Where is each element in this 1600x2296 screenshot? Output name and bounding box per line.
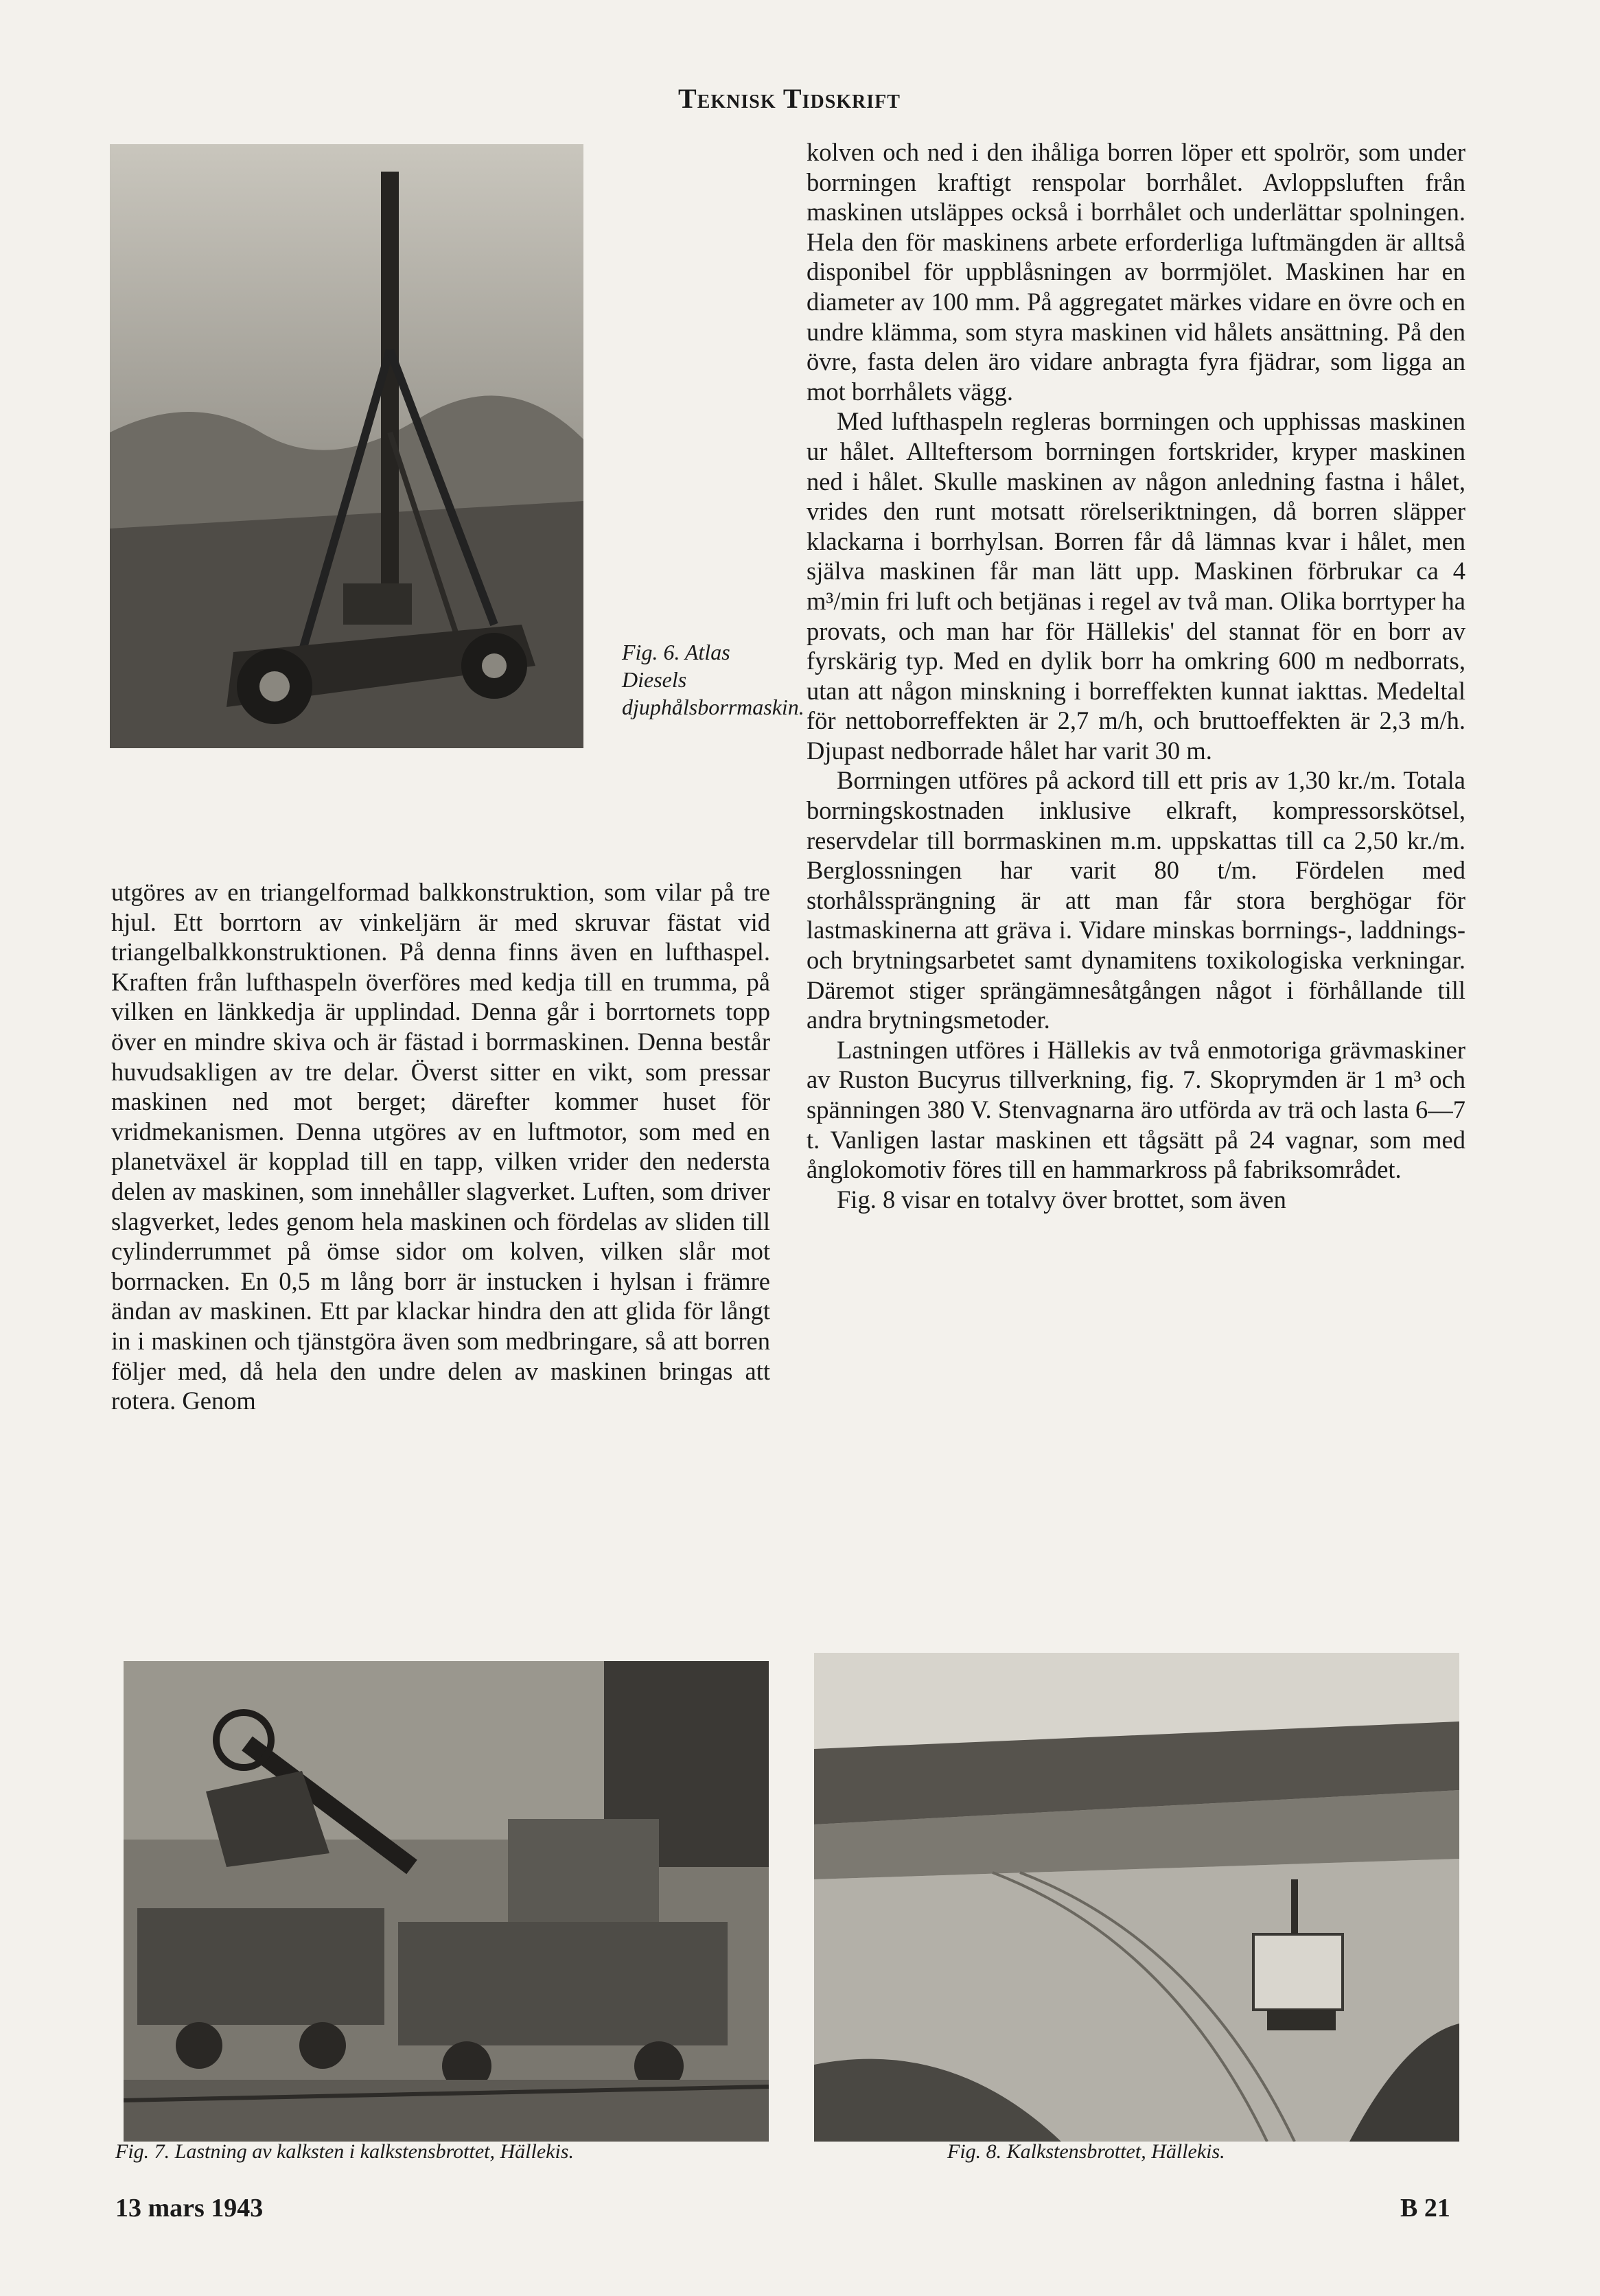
journal-title: Teknisk Tidskrift [678, 83, 901, 114]
fig7-caption: Fig. 7. Lastning av kalksten i kalkstensbrottet, Hällekis. [115, 2140, 574, 2163]
fig6-caption: Fig. 6. Atlas Diesels djuphålsborrmaskin. [622, 640, 804, 719]
right-paragraph: Med lufthaspeln regleras borrningen och upphissas maskinen ur hålet. Allteftersom borrningen fortskrider, kryper maskinen ned i hålet. Skulle maskinen av någon anledning fastna i hålet, vrides den runt motsatt rörelseriktningen, då borren släpper klackarna i borrhylsan. Borren får då lämnas kvar i hålet, men själva maskinen får man lätt upp. Maskinen förbrukar ca 4 m³/min fri luft och betjänas i regel av två man. Olika borrtyper ha provats, och man har för Hällekis' del stannat för en borr av fyrskärig typ. Med en dylik borr ha omkring 600 m nedborrats, utan att någon minskning i borreffekten kunnat iakttas. Medeltal för nettoborreffekten är 2,7 m/h, och bruttoeffekten är 2,3 m/h. Djupast nedborrade hålet har varit 30 m. [807, 407, 1465, 765]
issue-date: 13 mars 1943 [115, 2194, 264, 2223]
right-paragraph: kolven och ned i den ihåliga borren löper ett spolrör, som under borrningen kraftigt renspolar borrhålet. Avloppsluften från maskinen utsläppes också i borrhålet och underlättar spolningen. Hela den för maskinens arbete erforderliga luftmängden är alltså disponibel för uppblåsningen av borrmjölet. Maskinen har en diameter av 100 mm. På aggregatet märkes vidare en övre och en undre klämma, som styra maskinen vid hålets ansättning. På den övre, fasta delen äro vidare anbragta fyra fjädrar, som ligga an mot borrhålets vägg. [807, 138, 1465, 406]
fig8-caption: Fig. 8. Kalkstensbrottet, Hällekis. [947, 2140, 1225, 2163]
right-column [807, 137, 1465, 1214]
page-number: B 21 [1400, 2194, 1450, 2223]
right-paragraph: Lastningen utföres i Hällekis av två enmotoriga grävmaskiner av Ruston Bucyrus tillverkning, fig. 7. Skoprymden är 1 m³ och spänningen 380 V. Stenvagnarna äro utförda av trä och lasta 6—7 t. Vanligen lastar maskinen ett tågsätt på 24 vagnar, som med ånglokomotiv föres till en hammarkross på fabriksområdet. [807, 1035, 1465, 1184]
right-paragraph: Borrningen utföres på ackord till ett pris av 1,30 kr./m. Totala borrningskostnaden inklusive elkraft, kompressorskötsel, reservdelar till borrmaskinen m.m. uppskattas till ca 2,50 kr./m. Berglossningen har varit 80 t/m. Fördelen med storhålssprängning är att man får stora berghögar för lastmaskinerna att gräva i. Vidare minskas borrnings-, laddnings- och brytningsarbetet samt dynamitens toxikologiska verkningar. Däremot stiger sprängämnesåtgången något i förhållande till andra brytningsmetoder. [807, 766, 1465, 1034]
fig7-photo [124, 1661, 769, 2142]
left-paragraph: utgöres av en triangelformad balkkonstruktion, som vilar på tre hjul. Ett borrtorn av vinkeljärn är med skruvar fästat vid triangelbalkkonstruktionen. På denna finns även en lufthaspel. Kraften från lufthaspeln överföres med kedja till en trumma, på vilken en länkkedja är upplindad. Denna går i borrtornets topp över en mindre skiva och är fästad i borrmaskinen. Denna består huvudsakligen av tre delar. Överst sitter en vikt, som pressar maskinen ned mot berget; därefter kommer huset för vridmekanismen. Denna utgöres av en luftmotor, som med en planetväxel är kopplad till en tapp, vilken vrider den nedersta delen av maskinen, som innehåller slagverket. Luften, som driver slagverket, ledes genom hela maskinen och fördelas av sliden till cylinderrummet på ömse sidor om kolven, vilken slår mot borrnacken. En 0,5 m lång borr är instucken i hylsan i främre ändan av maskinen. Ett par klackar hindra den att glida för långt in i maskinen och tjänstgöra även som medbringare, så att borren följer med, då hela den undre delen av maskinen bringas att rotera. Genom [111, 878, 770, 1415]
fig8-photo [814, 1653, 1459, 2142]
right-paragraph: Fig. 8 visar en totalvy över brottet, som även [837, 1185, 1286, 1214]
left-column [111, 877, 770, 1416]
fig6-photo [110, 144, 583, 748]
